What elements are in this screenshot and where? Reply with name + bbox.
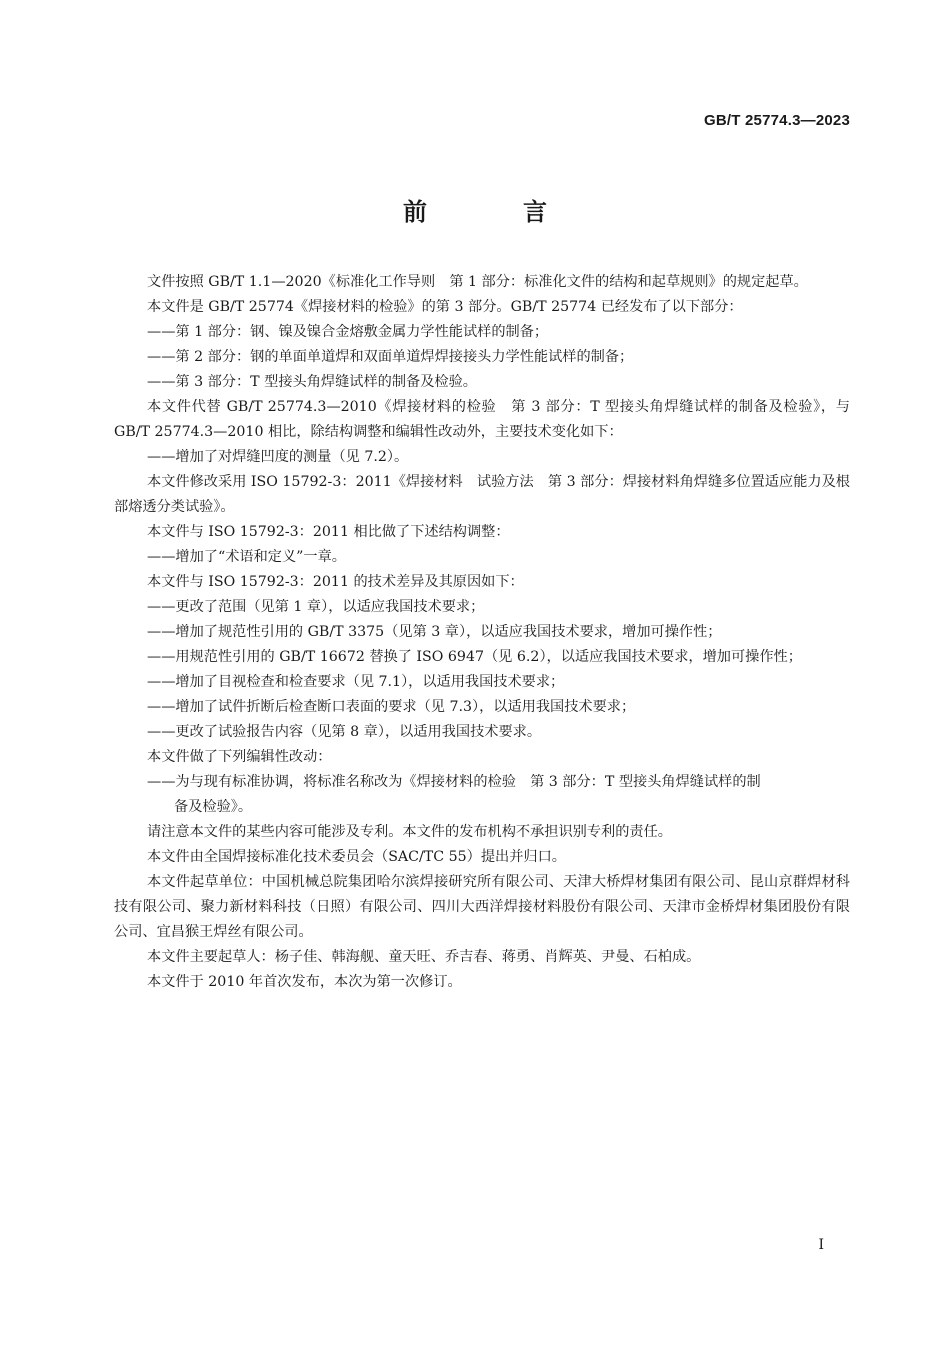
page-number: I [818, 1237, 824, 1253]
paragraph: 本文件与 ISO 15792-3：2011 的技术差异及其原因如下： [147, 574, 524, 590]
paragraph: 请注意本文件的某些内容可能涉及专利。本文件的发布机构不承担识别专利的责任。 [147, 824, 672, 840]
paragraph: 本文件是 GB/T 25774《焊接材料的检验》的第 3 部分。GB/T 25774 已经发布了以下部分： [147, 299, 743, 315]
paragraph: 本文件代替 GB/T 25774.3—2010《焊接材料的检验 第 3 部分：T 型接头角焊缝试样的制备及检验》，与 GB/T 25774.3—2010 相比，除结构调整和编辑性改动外，主要技术变化如下： [114, 399, 850, 440]
paragraph: 本文件起草单位：中国机械总院集团哈尔滨焊接研究所有限公司、天津大桥焊材集团有限公司、昆山京群焊材科技有限公司、聚力新材料科技（日照）有限公司、四川大西洋焊接材料股份有限公司、天津市金桥焊材集团股份有限公司、宜昌猴王焊丝有限公司。 [114, 874, 850, 940]
paragraph: 本文件由全国焊接标准化技术委员会（SAC/TC 55）提出并归口。 [147, 849, 566, 865]
list-item: ——第 3 部分：T 型接头角焊缝试样的制备及检验。 [147, 374, 477, 390]
page-title: 前 言 [403, 197, 583, 226]
list-item: ——更改了试验报告内容（见第 8 章），以适用我国技术要求。 [147, 724, 542, 740]
paragraph: 本文件做了下列编辑性改动： [147, 749, 332, 765]
list-item [114, 770, 850, 820]
list-item: ——更改了范围（见第 1 章），以适应我国技术要求； [147, 599, 485, 615]
list-item-continuation: 备及检验》。 [174, 799, 253, 815]
paragraph: 本文件与 ISO 15792-3：2011 相比做了下述结构调整： [147, 524, 510, 540]
list-item: ——增加了试件折断后检查断口表面的要求（见 7.3），以适用我国技术要求； [147, 699, 636, 715]
list-item: ——增加了“术语和定义”一章。 [147, 549, 346, 565]
list-item-line: ——为与现有标准协调，将标准名称改为《焊接材料的检验 第 3 部分：T 型接头角焊缝试样的制 [147, 774, 761, 790]
paragraph: 本文件于 2010 年首次发布，本次为第一次修订。 [147, 974, 462, 990]
list-item: ——增加了规范性引用的 GB/T 3375（见第 3 章），以适应我国技术要求，增加可操作性； [147, 624, 722, 640]
list-item: ——第 2 部分：钢的单面单道焊和双面单道焊焊接接头力学性能试样的制备； [147, 349, 634, 365]
paragraph: 本文件主要起草人：杨子佳、韩海舰、童天旺、乔吉春、蒋勇、肖辉英、尹曼、石柏成。 [147, 949, 701, 965]
foreword-body [114, 270, 850, 995]
paragraph: 文件按照 GB/T 1.1—2020《标准化工作导则 第 1 部分：标准化文件的结构和起草规则》的规定起草。 [147, 274, 808, 290]
list-item: ——用规范性引用的 GB/T 16672 替换了 ISO 6947（见 6.2），以适应我国技术要求，增加可操作性； [147, 649, 802, 665]
list-item: ——第 1 部分：钢、镍及镍合金熔敷金属力学性能试样的制备； [147, 324, 549, 340]
standard-code: GB/T 25774.3—2023 [704, 112, 850, 129]
list-item: ——增加了对焊缝凹度的测量（见 7.2）。 [147, 449, 409, 465]
paragraph: 本文件修改采用 ISO 15792-3：2011《焊接材料 试验方法 第 3 部分：焊接材料角焊缝多位置适应能力及根部熔透分类试验》。 [114, 474, 850, 515]
list-item: ——增加了目视检查和检查要求（见 7.1），以适用我国技术要求； [147, 674, 565, 690]
